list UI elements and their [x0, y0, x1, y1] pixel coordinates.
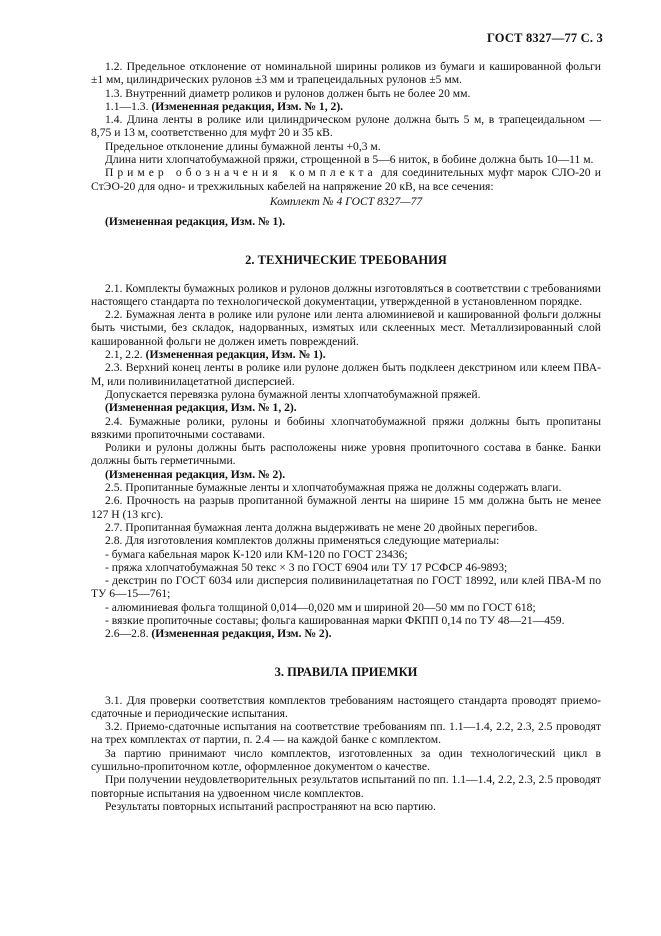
batch-definition: За партию принимают число комплектов, изготовленных за один технологический цикл в сушильно-пропиточном котле, оформленное документом о качестве.	[91, 746, 601, 774]
materials-list-item: - декстрин по ГОСТ 6034 или дисперсия поливинилацетатная по ГОСТ 18992, или клей ПВА-М по ТУ 6—15—761;	[91, 574, 601, 601]
amendment-note-2-3: (Измененная редакция, Изм. № 1, 2).	[105, 401, 297, 415]
clause-2-8: 2.8. Для изготовления комплектов должны применяться следующие материалы:	[105, 534, 500, 548]
clause-3-2: 3.2. Приемо-сдаточные испытания на соответствие требованиям пп. 1.1—1.4, 2.2, 2.3, 2.5 проводят на трех комплектах от партии, п. 2.4 — на каждой банке с комплектом.	[91, 720, 601, 747]
materials-list-item: - бумага кабельная марок К-120 или КМ-120 по ГОСТ 23436;	[105, 547, 408, 561]
clause-range: 2.1, 2.2.	[105, 348, 143, 362]
materials-list-item: - пряжа хлопчатобумажная 50 текс × 3 по ГОСТ 6904 или ТУ 17 РСФСР 46-9893;	[105, 560, 508, 574]
clause-2-3: 2.3. Верхний конец ленты в ролике или рулоне должен быть подклеен декстрином или клеем ПВА-М, или поливинилацетатной дисперсией.	[91, 361, 601, 388]
clause-2-7: 2.7. Пропитанная бумажная лента должна выдерживать не мене 20 двойных перегибов.	[105, 520, 538, 534]
section-3-title: 3. ПРАВИЛА ПРИЕМКИ	[274, 664, 418, 679]
materials-list-item: - вязкие пропиточные составы; фольга кашированная марки ФКПП 0,14 по ТУ 48—21—459.	[105, 613, 565, 627]
clause-2-1: 2.1. Комплекты бумажных роликов и рулонов должны изготовляться в соответствии с требованиями настоящего стандарта по технологической документации, утвержденной в установленном порядке.	[91, 281, 601, 308]
amendment-note-2-4: (Измененная редакция, Изм. № 2).	[105, 467, 286, 481]
clause-range: 1.1—1.3.	[105, 99, 149, 113]
materials-list-item: - алюминиевая фольга толщиной 0,014—0,020 мм и шириной 20—50 мм по ГОСТ 618;	[105, 600, 536, 614]
designation-example-text: для соединительных муфт марок СЛО-20 и СтЭО-20 для одно- и трехжильных кабелей на напряжение 20 кВ, на все сечения:	[91, 166, 601, 193]
section-2-title: 2. ТЕХНИЧЕСКИЕ ТРЕБОВАНИЯ	[245, 252, 447, 267]
clause-1-3: 1.3. Внутренний диаметр роликов и рулонов должен быть не более 20 мм.	[105, 86, 471, 100]
amendment-note-1: (Измененная редакция, Изм. № 1).	[105, 215, 286, 229]
clause-1-4: 1.4. Длина ленты в ролике или цилиндрическом рулоне должна быть 5 м, в трапецеидальном — 8,75 и 13 м, соответственно для муфт 20 и 35 кВ.	[91, 113, 601, 140]
amendment-text: (Измененная редакция, Изм. № 1).	[145, 348, 326, 362]
clause-2-2: 2.2. Бумажная лента в ролике или рулоне или лента алюминиевой и кашированной фольги должны быть чистыми, без складок, надорванных, измятых или склеенных мест. Металлизированный слой кашированной фольги не должен иметь повреждений.	[91, 308, 601, 348]
retest-scope: Результаты повторных испытаний распространяют на всю партию.	[105, 799, 436, 813]
amendment-text: (Измененная редакция, Изм. № 1, 2).	[151, 99, 344, 113]
running-header: ГОСТ 8327—77 С. 3	[486, 31, 603, 45]
clause-2-4: 2.4. Бумажные ролики, рулоны и бобины хлопчатобумажной пряжи должны быть пропитаны вязкими пропиточными составами.	[91, 414, 601, 441]
designation-sample: Комплект № 4 ГОСТ 8327—77	[269, 194, 423, 208]
amendment-note-2-1-2-2	[91, 348, 601, 361]
amendment-text: (Измененная редакция, Изм. № 2).	[151, 627, 332, 641]
amendment-note-2-6-2-8	[91, 627, 601, 640]
thread-length-text: Длина нити хлопчатобумажной пряжи, строщенной в 5—6 ниток, в бобине должна быть 10—11 м.	[105, 153, 594, 167]
clause-range: 2.6—2.8.	[105, 627, 149, 641]
clause-2-4-note: Ролики и рулоны должны быть расположены ниже уровня пропиточного состава в банке. Банки должны быть герметичными.	[91, 441, 601, 468]
retest-rule: При получении неудовлетворительных результатов испытаний по пп. 1.1—1.4, 2.2, 2.3, 2.5 проводят повторные испытания на удвоенном числе комплектов.	[91, 773, 601, 800]
clause-2-5: 2.5. Пропитанные бумажные ленты и хлопчатобумажная пряжа не должны содержать влаги.	[105, 481, 562, 495]
clause-2-3-note: Допускается перевязка рулона бумажной ленты хлопчатобумажной пряжей.	[105, 387, 481, 401]
clause-2-6: 2.6. Прочность на разрыв пропитанной бумажной ленты на ширине 15 мм должна быть не менее 127 Н (13 кгс).	[91, 494, 601, 521]
amendment-note-1-1-1-3	[91, 100, 601, 113]
clause-3-1: 3.1. Для проверки соответствия комплектов требованиям настоящего стандарта проводят приемо-сдаточные и периодические испытания.	[91, 693, 601, 720]
designation-example	[91, 166, 601, 193]
clause-1-2: 1.2. Предельное отклонение от номинальной ширины роликов из бумаги и кашированной фольги ±1 мм, цилиндрических рулонов ±3 мм и трапецеидальных рулонов ±5 мм.	[91, 60, 601, 87]
length-tolerance-text: Предельное отклонение длины бумажной ленты +0,3 м.	[105, 139, 381, 153]
page-content	[91, 60, 601, 813]
designation-example-label: Пример обозначения комплекта	[105, 166, 377, 180]
